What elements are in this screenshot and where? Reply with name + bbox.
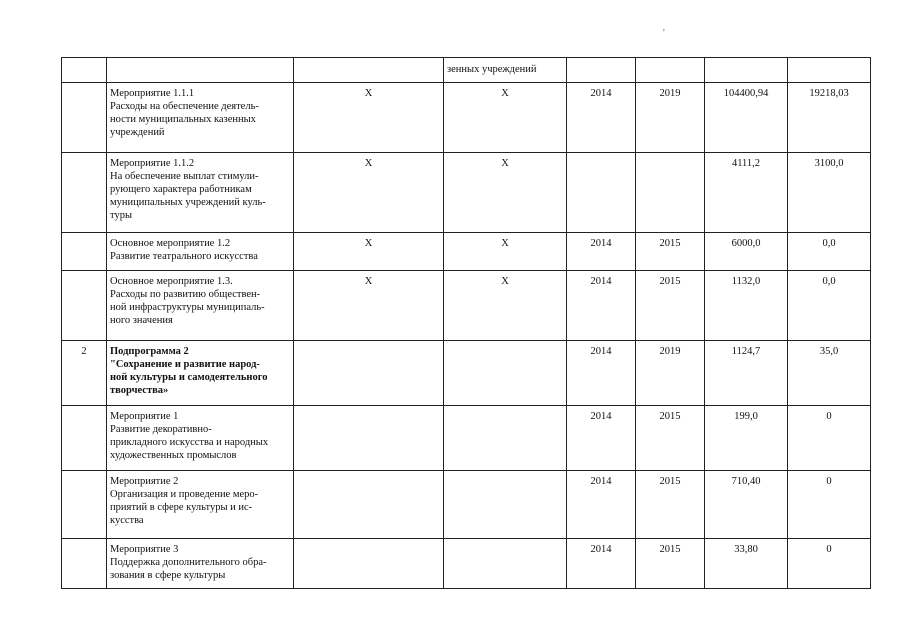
row-name-line: ности муниципальных казенных <box>110 114 256 125</box>
row-col4-mark <box>444 341 567 406</box>
table-row <box>62 153 871 233</box>
row-number: 2 <box>62 341 107 406</box>
row-amount-year: 0,0 <box>788 271 871 341</box>
row-col4-mark: X <box>444 153 567 233</box>
row-start-year <box>567 153 636 233</box>
row-number <box>62 406 107 471</box>
row-col4-mark: X <box>444 83 567 153</box>
row-col3-mark: X <box>294 233 444 271</box>
row-name <box>107 233 294 271</box>
row-name-line: ного значения <box>110 315 173 326</box>
row-col4-mark: X <box>444 271 567 341</box>
row-name <box>107 406 294 471</box>
row-end-year: 2015 <box>636 271 705 341</box>
table-body <box>62 58 871 589</box>
row-name-line: рующего характера работникам <box>110 184 252 195</box>
row-col3-mark: X <box>294 153 444 233</box>
row-amount-total: 199,0 <box>705 406 788 471</box>
row-col4-mark <box>444 406 567 471</box>
row-amount-year: 0,0 <box>788 233 871 271</box>
row-name-line: туры <box>110 210 133 221</box>
table-header-fragment-row <box>62 58 871 83</box>
row-name-line: кусства <box>110 515 144 526</box>
cell-amount-year <box>788 58 871 83</box>
row-number <box>62 153 107 233</box>
row-name-line: Развитие театрального искусства <box>110 251 258 262</box>
row-amount-total: 710,40 <box>705 471 788 539</box>
row-name-line: Организация и проведение меро- <box>110 489 259 500</box>
row-name-line: Мероприятие 1.1.1 <box>110 88 195 99</box>
row-name-line: Мероприятие 2 <box>110 476 179 487</box>
row-name-line: творчества» <box>110 385 169 396</box>
row-number <box>62 83 107 153</box>
row-name <box>107 539 294 589</box>
row-name-line: художественных промыслов <box>110 450 237 461</box>
row-end-year: 2015 <box>636 233 705 271</box>
row-amount-total: 1124,7 <box>705 341 788 406</box>
row-amount-total: 33,80 <box>705 539 788 589</box>
table-row <box>62 471 871 539</box>
row-name-line: Мероприятие 1 <box>110 411 179 422</box>
row-amount-year: 0 <box>788 406 871 471</box>
row-col3-mark <box>294 341 444 406</box>
table-row <box>62 271 871 341</box>
row-name-line: Расходы на обеспечение деятель- <box>110 101 259 112</box>
row-name-line: Расходы по развитию обществен- <box>110 289 261 300</box>
program-table <box>61 57 871 589</box>
row-name-line: Развитие декоративно- <box>110 424 212 435</box>
row-col4-mark: X <box>444 233 567 271</box>
row-name <box>107 471 294 539</box>
row-name-line: "Сохранение и развитие народ- <box>110 359 260 370</box>
row-col3-mark <box>294 406 444 471</box>
row-col3-mark <box>294 539 444 589</box>
table-row <box>62 341 871 406</box>
row-amount-year: 0 <box>788 471 871 539</box>
row-name-line: муниципальных учреждений куль- <box>110 197 266 208</box>
row-name-line: учреждений <box>110 127 165 138</box>
row-amount-total: 4111,2 <box>705 153 788 233</box>
row-name-line: Мероприятие 1.1.2 <box>110 158 195 169</box>
row-number <box>62 539 107 589</box>
row-col3-mark <box>294 471 444 539</box>
row-name-line: ной инфраструктуры муниципаль- <box>110 302 265 313</box>
cell-name <box>107 58 294 83</box>
table-row <box>62 539 871 589</box>
row-name-line: ной культуры и самодеятельного <box>110 372 268 383</box>
row-number <box>62 233 107 271</box>
row-name-line: Поддержка дополнительного обра- <box>110 557 267 568</box>
header-fragment-cell: зенных учреждений <box>444 58 567 83</box>
row-number <box>62 271 107 341</box>
row-amount-total: 104400,94 <box>705 83 788 153</box>
row-end-year: 2015 <box>636 406 705 471</box>
cell-start <box>567 58 636 83</box>
row-start-year: 2014 <box>567 341 636 406</box>
row-col4-mark <box>444 471 567 539</box>
table-row <box>62 83 871 153</box>
row-end-year: 2019 <box>636 83 705 153</box>
row-amount-total: 1132,0 <box>705 271 788 341</box>
row-amount-year: 0 <box>788 539 871 589</box>
row-end-year: 2015 <box>636 471 705 539</box>
row-col3-mark: X <box>294 83 444 153</box>
row-end-year <box>636 153 705 233</box>
row-end-year: 2015 <box>636 539 705 589</box>
row-name-line: Мероприятие 3 <box>110 544 179 555</box>
row-name-line: Основное мероприятие 1.2 <box>110 238 231 249</box>
row-number <box>62 471 107 539</box>
row-start-year: 2014 <box>567 83 636 153</box>
row-name-line: прикладного искусства и народных <box>110 437 269 448</box>
cell-num <box>62 58 107 83</box>
row-amount-total: 6000,0 <box>705 233 788 271</box>
row-start-year: 2014 <box>567 233 636 271</box>
row-name-line: Подпрограмма 2 <box>110 346 189 357</box>
row-start-year: 2014 <box>567 471 636 539</box>
cell-col3 <box>294 58 444 83</box>
cell-amount-total <box>705 58 788 83</box>
stray-mark: ' <box>663 28 665 39</box>
row-name-line: На обеспечение выплат стимули- <box>110 171 259 182</box>
row-name-line: Основное мероприятие 1.3. <box>110 276 233 287</box>
row-start-year: 2014 <box>567 271 636 341</box>
row-col4-mark <box>444 539 567 589</box>
row-name <box>107 83 294 153</box>
row-name <box>107 341 294 406</box>
row-amount-year: 19218,03 <box>788 83 871 153</box>
row-amount-year: 3100,0 <box>788 153 871 233</box>
row-name-line: зования в сфере культуры <box>110 570 226 581</box>
table-row <box>62 233 871 271</box>
row-col3-mark: X <box>294 271 444 341</box>
row-start-year: 2014 <box>567 406 636 471</box>
row-amount-year: 35,0 <box>788 341 871 406</box>
row-name-line: приятий в сфере культуры и ис- <box>110 502 253 513</box>
cell-end <box>636 58 705 83</box>
table-row <box>62 406 871 471</box>
row-end-year: 2019 <box>636 341 705 406</box>
row-name <box>107 271 294 341</box>
row-start-year: 2014 <box>567 539 636 589</box>
row-name <box>107 153 294 233</box>
